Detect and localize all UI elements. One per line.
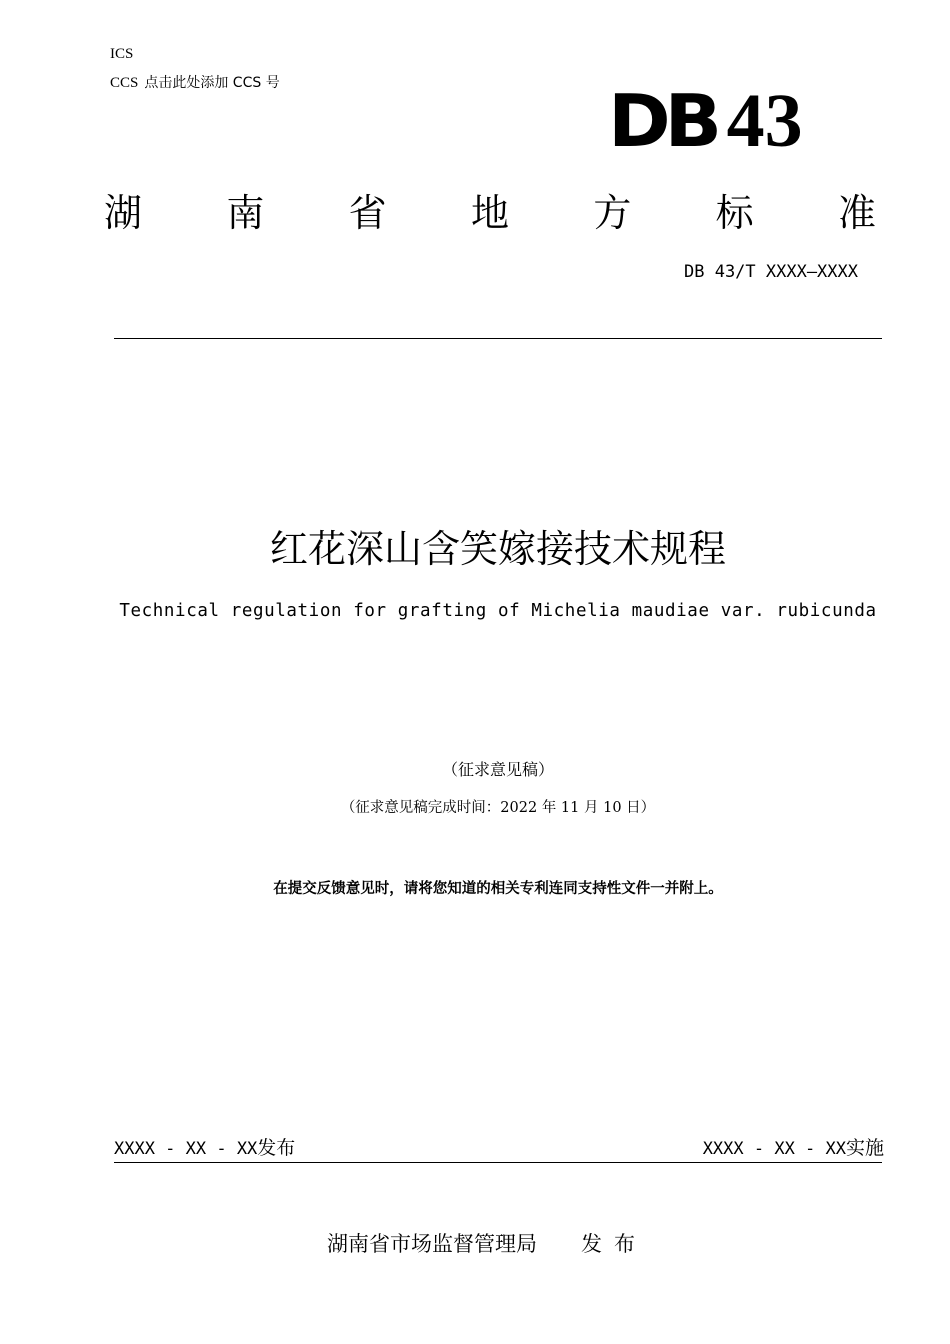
draft-completion-date: （征求意见稿完成时间：2022 年 11 月 10 日）: [340, 800, 656, 816]
db43-logo: [608, 79, 803, 163]
ccs-line: [110, 72, 280, 92]
ccs-label: CCS: [110, 75, 139, 91]
implement-date-line: [703, 1133, 884, 1160]
publish-date: XXXX - XX - XX: [114, 1139, 258, 1159]
standard-type-char: 南: [226, 191, 265, 235]
logo-number: 43: [726, 79, 803, 163]
standard-type-char: 地: [470, 191, 509, 235]
document-title-en: Technical regulation for grafting of Michelia maudiae var. rubicunda: [119, 601, 877, 621]
standard-type-char: 湖: [104, 191, 143, 235]
implement-date: XXXX - XX - XX: [702, 1139, 846, 1159]
standard-type-char: 方: [593, 191, 632, 235]
header-divider: [114, 338, 882, 339]
ccs-hint[interactable]: 点击此处添加 CCS 号: [144, 75, 280, 91]
issuer-line: [0, 1228, 950, 1258]
standard-number: DB 43/T XXXX—XXXX: [684, 262, 858, 282]
standard-type-char: 准: [837, 191, 876, 235]
standard-type-char: 标: [715, 191, 754, 235]
standard-type-title: [104, 182, 876, 237]
standard-type-char: 省: [348, 191, 387, 235]
publish-date-line: [114, 1133, 295, 1160]
footer-divider: [114, 1162, 882, 1163]
publish-label: 发布: [257, 1137, 296, 1159]
implement-label: 实施: [845, 1137, 884, 1159]
patent-notice: 在提交反馈意见时，请将您知道的相关专利连同支持性文件一并附上。: [273, 881, 723, 897]
ics-label: ICS: [110, 46, 134, 62]
document-title-cn: 红花深山含笑嫁接技术规程: [269, 527, 726, 571]
logo-prefix: DB: [608, 79, 716, 163]
draft-status: （征求意见稿）: [441, 760, 554, 779]
issuer-name: 湖南省市场监督管理局: [327, 1232, 537, 1256]
issuer-action: 发布: [581, 1232, 647, 1256]
